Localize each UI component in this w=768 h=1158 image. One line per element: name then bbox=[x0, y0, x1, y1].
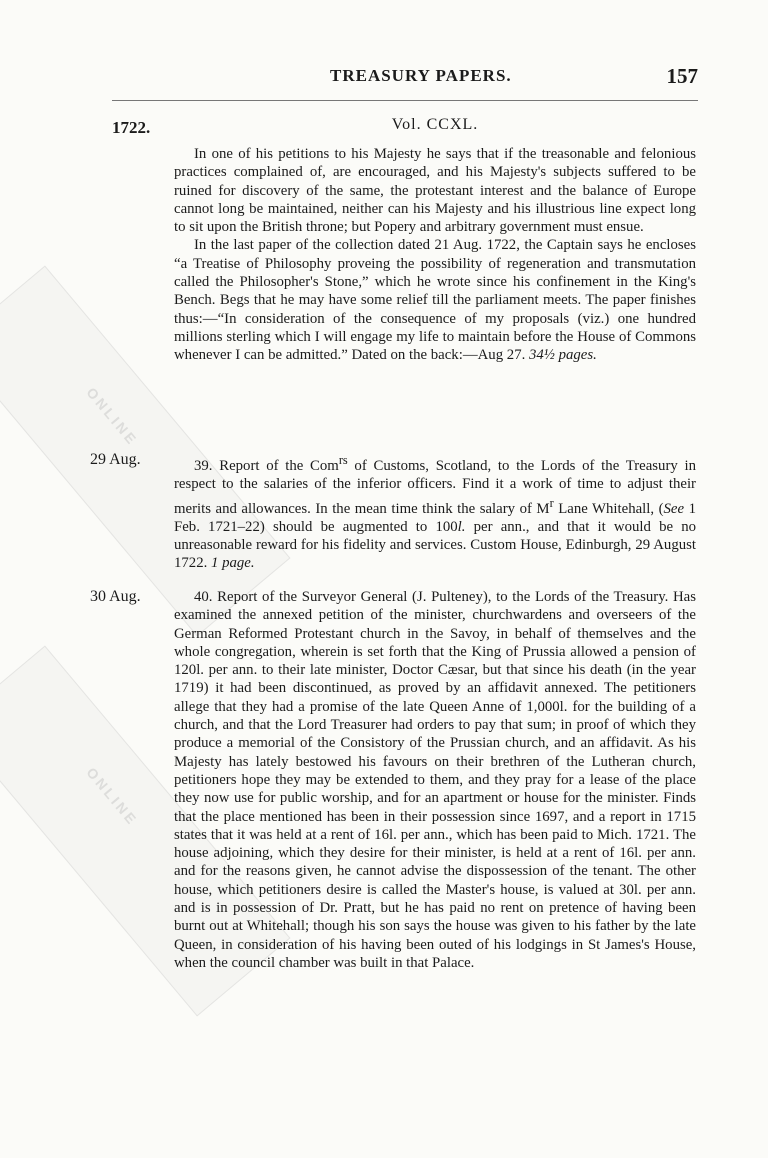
entry-39-date: 29 Aug. bbox=[90, 451, 141, 468]
intro-paragraph-2-pages: 34½ pages. bbox=[529, 347, 597, 364]
intro-paragraph-2-text: In the last paper of the collection dated 21 Aug. 1722, the Captain says he encloses “a Treatise of Philosophy proveing the possibility of regeneration and transmutation called the Philosopher's Stone,” which he wrote since his confinement in the King's Bench. Begs that he may have some relief till the parliament meets. The paper finishes thus:—“In consideration of the consequence of my proposals (viz.) one hundred millions sterling which I will engage my life to maintain before the House of Commons whenever I can be admitted.” Dated on the back:—Aug 27. bbox=[174, 237, 696, 364]
running-title: TREASURY PAPERS. bbox=[330, 66, 512, 85]
page-number: 157 bbox=[666, 64, 698, 88]
entry-40 bbox=[174, 588, 696, 972]
entry-39-pages: 1 page. bbox=[211, 555, 255, 572]
intro-block bbox=[174, 145, 696, 365]
watermark-text: ONLINE bbox=[83, 384, 142, 449]
running-head bbox=[0, 66, 768, 92]
watermark-text: ONLINE bbox=[83, 764, 142, 829]
volume-heading: Vol. CCXL. bbox=[391, 116, 479, 133]
entry-40-text: 40. Report of the Surveyor General (J. Pulteney), to the Lords of the Treasury. Has examined the annexed petition of the minister, churchwardens and overseers of the German Reformed Protestant church in the Savoy, in behalf of themselves and the whole congregation, wherein is set forth that the King of Prussia allowed a pension of 120l. per ann. to their late minister, Doctor Cæsar, but that since his death (in the year 1719) it had been discontinued, as proved by an affidavit annexed. The petitioners allege that they had a promise of the late Queen Anne of 1,000l. for the building of a church, and that the Lord Treasurer had orders to pay that sum; in proof of which they produce a memorial of the Consistory of the Prussian church, and an affidavit. As his Majesty has lately bestowed his favours on their brethren of the Lutheran church, petitioners hope they may be extended to them, and they pray for a lease of the place they now use for public worship, and for an apartment or house for the minister. Finds that the place mentioned has been in their possession since 1697, and a report in 1715 states that it was held at a rent of 16l. per ann., which has been paid to Mich. 1721. The house adjoining, which they desire for their minister, is held at a rent of 16l. per ann. and for the reasons given, he cannot advise the dispossession of the tenant. The other house, which petitioners desire is called the Master's house, is valued at 30l. per ann. and is in possession of Dr. Pratt, but he has paid no rent on pretence of having been burnt out at Whitehall; though his son says the house was given to his father by the late Queen, in consideration of his having been outed of his lodgings in St James's House, when the council chamber was built in that Palace. bbox=[174, 589, 696, 971]
entry-39-text: 39. Report of the Com$^{rs}$ of Customs, Scotland, to the Lords of the Treasury in respect to the salaries of the inferior officers. Find it a work of time to adjust their merits and allowances. In the mean time think the salary of $M^r$ Lane Whitehall, (See 1 Feb. 1721–22) should be augmented to 100l. per ann., and that it would be no unreasonable reward for his fidelity and services. Custom House, Edinburgh, 29 August 1722. 1 page. bbox=[174, 453, 697, 572]
intro-paragraph-2 bbox=[174, 236, 696, 364]
intro-paragraph-1: In one of his petitions to his Majesty he says that if the treasonable and felonious practices complained of, are encouraged, and his Majesty's subjects suffered to be ruined for discovery of the same, the protestant interest and the balance of Europe cannot long be maintained, neither can his Majesty and his illustrious line expect long to sit upon the British throne; but Popery and arbitrary government must ensue. bbox=[174, 146, 696, 236]
entry-40-date: 30 Aug. bbox=[90, 588, 141, 605]
header-rule bbox=[112, 100, 698, 101]
margin-year: 1722. bbox=[112, 118, 151, 137]
entry-39 bbox=[174, 451, 696, 573]
